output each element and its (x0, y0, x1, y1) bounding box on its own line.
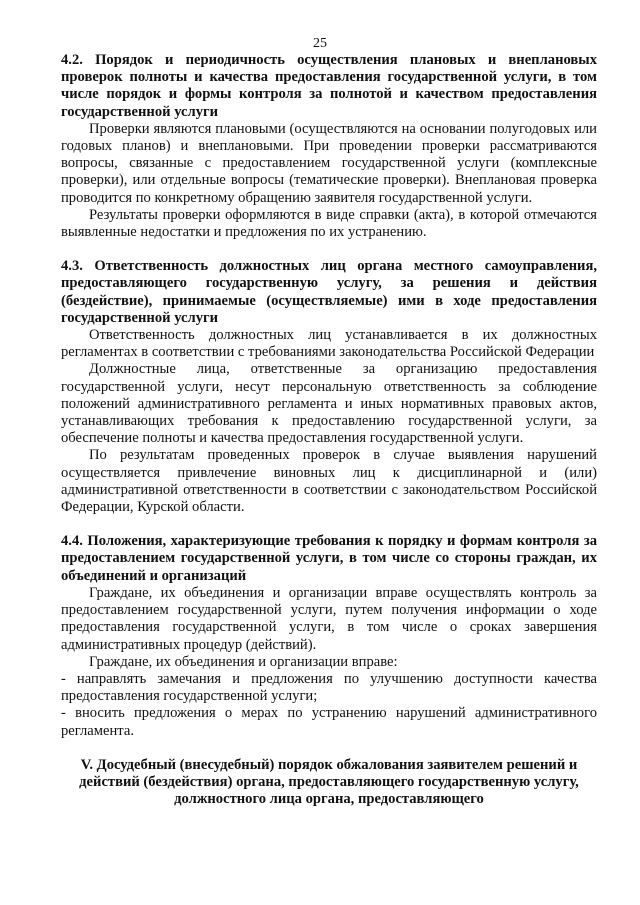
section-4-4-list-item: - вносить предложения о мерах по устранению нарушений административного регламента. (61, 705, 597, 739)
section-4-2-paragraph-2: Результаты проверки оформляются в виде справки (акта), в которой отмечаются выявленные недостатки и предложения по их устранению. (61, 206, 597, 241)
page-number: 25 (313, 36, 327, 51)
section-4-3-paragraph-3: По результатам проведенных проверок в случае выявления нарушений осуществляется привлечение виновных лиц к дисциплинарной и (или) административной ответственности в соответствии с законодательством Российской Федерации, Курской области. (61, 447, 597, 516)
section-4-2-paragraph-1: Проверки являются плановыми (осуществляются на основании полугодовых или годовых планов) и внеплановыми. При проведении проверки рассматриваются вопросы, связанные с предоставлением государственной услуги (комплексные проверки), или отдельные вопросы (тематические проверки). Внеплановая проверка проводится по конкретному обращению заявителя государственной услуги. (61, 120, 597, 206)
section-4-4-heading: 4.4. Положения, характеризующие требования к порядку и формам контроля за предоставлением государственной услуги, в том числе со стороны граждан, их объединений и организаций (61, 533, 597, 584)
section-5-title: V. Досудебный (внесудебный) порядок обжалования заявителем решений и действий (бездействия) органа, предоставляющего государственную услугу, должностного лица органа, предоставляющего (79, 756, 579, 808)
section-4-3-heading: 4.3. Ответственность должностных лиц органа местного самоуправления, предоставляющего государственную услугу, за решения и действия (бездействие), принимаемые (осуществляемые) ими в ходе предоставления государственной услуги (61, 258, 597, 326)
section-4-2-heading: 4.2. Порядок и периодичность осуществления плановых и внеплановых проверок полноты и качества предоставления государственной услуги, в том числе порядок и формы контроля за полнотой и качеством предоставления государственной услуги (61, 52, 597, 120)
section-4-4-list-item: - направлять замечания и предложения по улучшению доступности качества предоставления государственной услуги; (61, 670, 597, 705)
section-4-4-paragraph-2: Граждане, их объединения и организации вправе: (89, 653, 398, 670)
section-4-3-paragraph-2: Должностные лица, ответственные за организацию предоставления государственной услуги, несут персональную ответственность за соблюдение положений административного регламента и иных нормативных правовых актов, устанавливающих требования к предоставлению государственной услуги, за обеспечение полноты и качества предоставления государственной услуги. (61, 361, 597, 447)
document-page (61, 52, 597, 808)
section-4-3-paragraph-1: Ответственность должностных лиц устанавливается в их должностных регламентах в соответствии с требованиями законодательства Российской Федерации (61, 327, 597, 361)
section-4-4-paragraph-1: Граждане, их объединения и организации вправе осуществлять контроль за предоставлением государственной услуги, путем получения информации о ходе предоставления государственной услуги, в том числе о сроках завершения административных процедур (действий). (61, 584, 597, 653)
